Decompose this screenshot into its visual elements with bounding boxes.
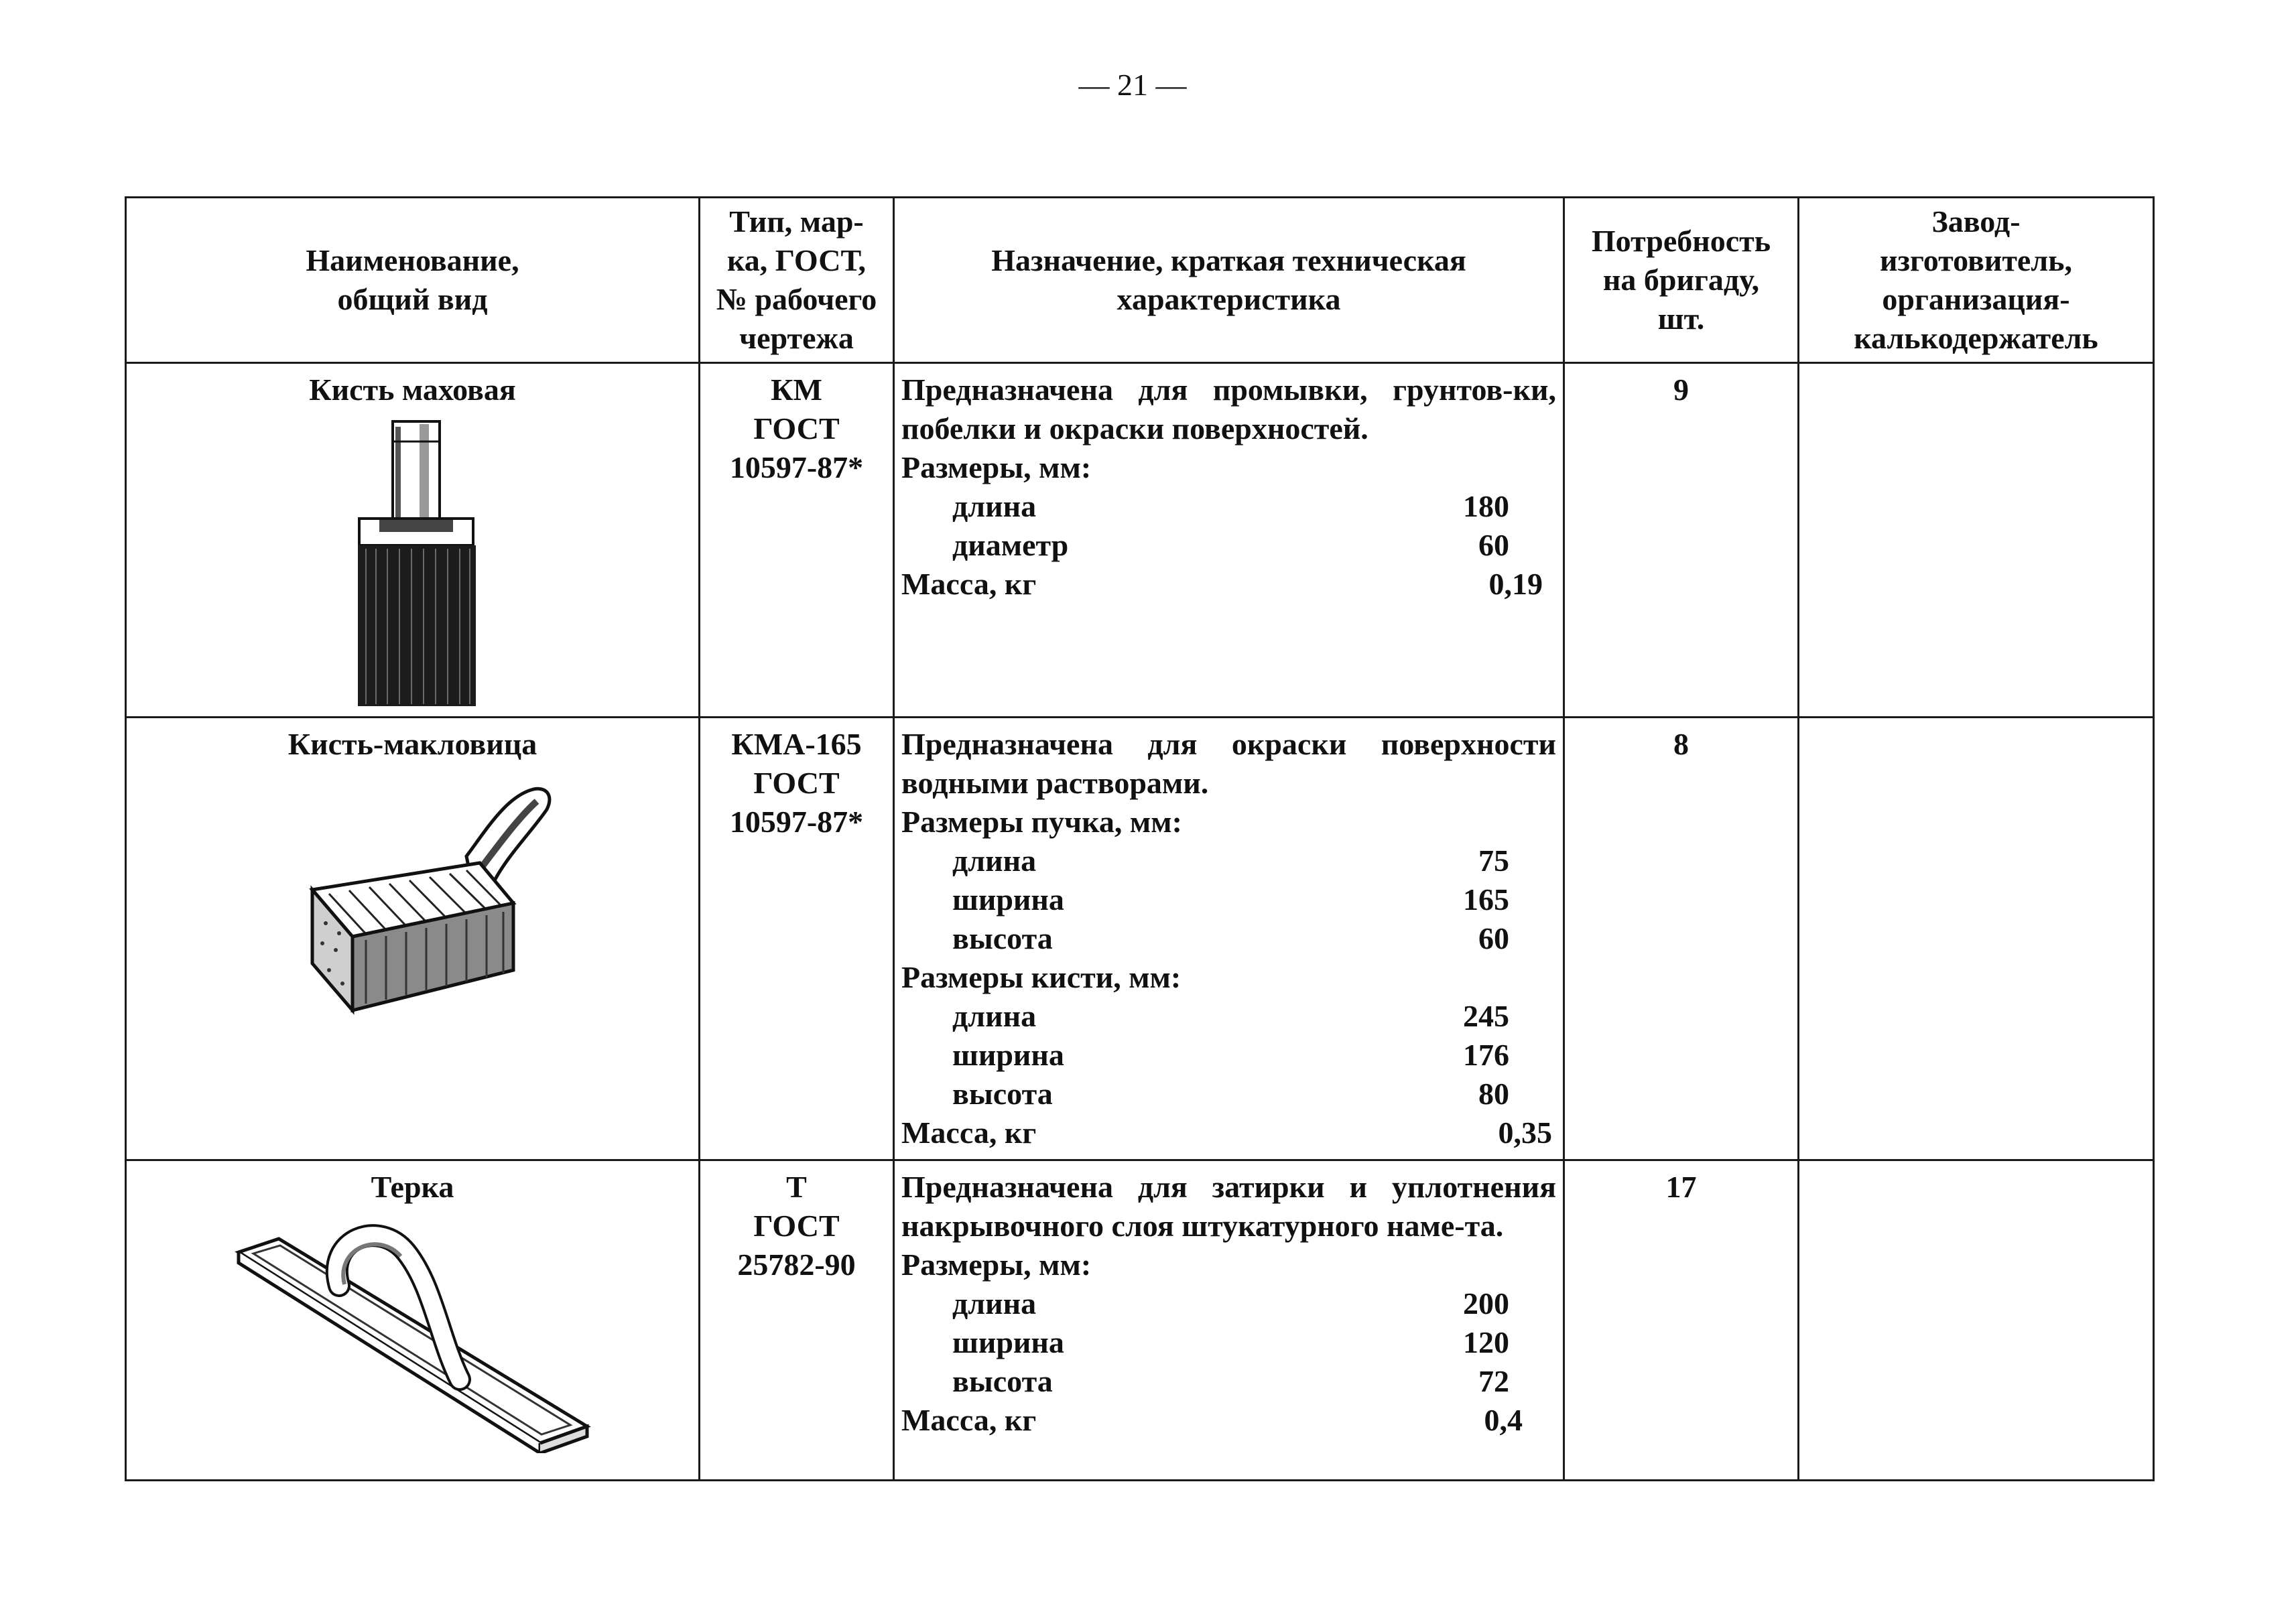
dimension-label: высота: [952, 1364, 1053, 1398]
table-header-row: [126, 198, 2154, 363]
mass-row: [901, 1401, 1556, 1440]
mass-label: Масса, кг: [901, 567, 1037, 601]
dimension-row: [901, 1284, 1556, 1323]
dimension-row: [901, 1323, 1556, 1362]
dimension-label: длина: [952, 1286, 1037, 1321]
dimension-label: ширина: [952, 882, 1064, 917]
need-value: 8: [1673, 727, 1689, 761]
table-row: [126, 363, 2154, 718]
table-row: [126, 1160, 2154, 1481]
item-name: Кисть-макловица: [288, 727, 537, 761]
dimension-row: [901, 1075, 1556, 1113]
equipment-table: [125, 196, 2155, 1481]
dimension-row: [901, 997, 1556, 1036]
header-type: [700, 198, 894, 363]
purpose-text: Предназначена для окраски поверхности водными растворами.: [901, 727, 1556, 800]
mass-row: [901, 1113, 1556, 1152]
cell-maker: [1799, 1160, 2154, 1481]
type-mark: Т: [786, 1170, 807, 1204]
dimension-value: 72: [1478, 1364, 1509, 1398]
dimension-label: высота: [952, 921, 1053, 955]
type-standard: ГОСТ: [753, 411, 840, 446]
page-number: — 21 —: [1078, 68, 1187, 102]
cell-desc: [894, 363, 1564, 718]
dimension-value: 176: [1463, 1038, 1509, 1072]
cell-need: [1564, 363, 1799, 718]
mass-label: Масса, кг: [901, 1403, 1037, 1437]
dimension-row: [901, 841, 1556, 880]
dimension-row: [901, 487, 1556, 526]
need-value: 17: [1665, 1170, 1697, 1204]
cell-type: [700, 363, 894, 718]
item-name: Кисть маховая: [309, 373, 516, 407]
purpose-text: Предназначена для промывки, грунтов-ки, побелки и окраски поверхностей.: [901, 373, 1556, 446]
mass-label: Масса, кг: [901, 1116, 1037, 1150]
dimension-label: ширина: [952, 1038, 1064, 1072]
dimension-value: 200: [1463, 1286, 1509, 1321]
mass-value: 0,19: [1488, 567, 1543, 601]
cell-desc: [894, 1160, 1564, 1481]
type-number: 25782-90: [737, 1247, 856, 1282]
header-maker-text: Завод- изготовитель, организация- калькодержатель: [1854, 204, 2098, 355]
cell-need: [1564, 1160, 1799, 1481]
cell-type: [700, 1160, 894, 1481]
header-need: [1564, 198, 1799, 363]
dimension-row: [901, 919, 1556, 958]
type-number: 10597-87*: [729, 805, 864, 839]
item-name: Терка: [371, 1170, 454, 1204]
dimension-row: [901, 1036, 1556, 1075]
dimension-label: диаметр: [952, 528, 1069, 562]
need-value: 9: [1673, 373, 1689, 407]
dimension-label: длина: [952, 999, 1037, 1033]
dimensions-title: Размеры кисти, мм:: [901, 960, 1182, 994]
type-mark: КМ: [771, 373, 822, 407]
type-standard: ГОСТ: [753, 1209, 840, 1243]
cell-need: [1564, 718, 1799, 1160]
dimensions-title: Размеры, мм:: [901, 450, 1092, 484]
purpose-text: Предназначена для затирки и уплотнения накрывочного слоя штукатурного наме-та.: [901, 1170, 1556, 1243]
dimension-value: 75: [1478, 843, 1509, 878]
block-brush-icon: [265, 769, 560, 1037]
dimension-label: длина: [952, 489, 1037, 523]
type-number: 10597-87*: [729, 450, 864, 484]
cell-maker: [1799, 363, 2154, 718]
type-mark: КМА-165: [731, 727, 862, 761]
dimension-value: 165: [1463, 882, 1509, 917]
cell-name: [126, 363, 700, 718]
cell-name: [126, 1160, 700, 1481]
mass-row: [901, 565, 1556, 604]
dimension-row: [901, 880, 1556, 919]
dimension-row: [901, 526, 1556, 565]
mass-value: 0,4: [1484, 1403, 1523, 1437]
dimension-value: 80: [1478, 1077, 1509, 1111]
dimension-label: ширина: [952, 1325, 1064, 1359]
table-row: [126, 718, 2154, 1160]
dimension-label: длина: [952, 843, 1037, 878]
brush-icon: [339, 415, 487, 709]
dimensions-title: Размеры пучка, мм:: [901, 805, 1182, 839]
dimension-value: 60: [1478, 528, 1509, 562]
header-maker: [1799, 198, 2154, 363]
header-desc: [894, 198, 1564, 363]
dimension-label: высота: [952, 1077, 1053, 1111]
header-desc-text: Назначение, краткая техническая характеристика: [991, 243, 1466, 316]
cell-maker: [1799, 718, 2154, 1160]
header-type-text: Тип, мар- ка, ГОСТ, № рабочего чертежа: [716, 204, 877, 355]
header-name-text: Наименование, общий вид: [306, 243, 519, 316]
header-need-text: Потребность на бригаду, шт.: [1591, 224, 1771, 336]
cell-desc: [894, 718, 1564, 1160]
cell-name: [126, 718, 700, 1160]
mass-value: 0,35: [1498, 1116, 1552, 1150]
dimension-value: 180: [1463, 489, 1509, 523]
dimension-value: 120: [1463, 1325, 1509, 1359]
header-name: [126, 198, 700, 363]
dimension-value: 60: [1478, 921, 1509, 955]
dimension-row: [901, 1362, 1556, 1401]
type-standard: ГОСТ: [753, 766, 840, 800]
dimensions-title: Размеры, мм:: [901, 1247, 1092, 1282]
float-trowel-icon: [225, 1212, 600, 1453]
cell-type: [700, 718, 894, 1160]
dimension-value: 245: [1463, 999, 1509, 1033]
